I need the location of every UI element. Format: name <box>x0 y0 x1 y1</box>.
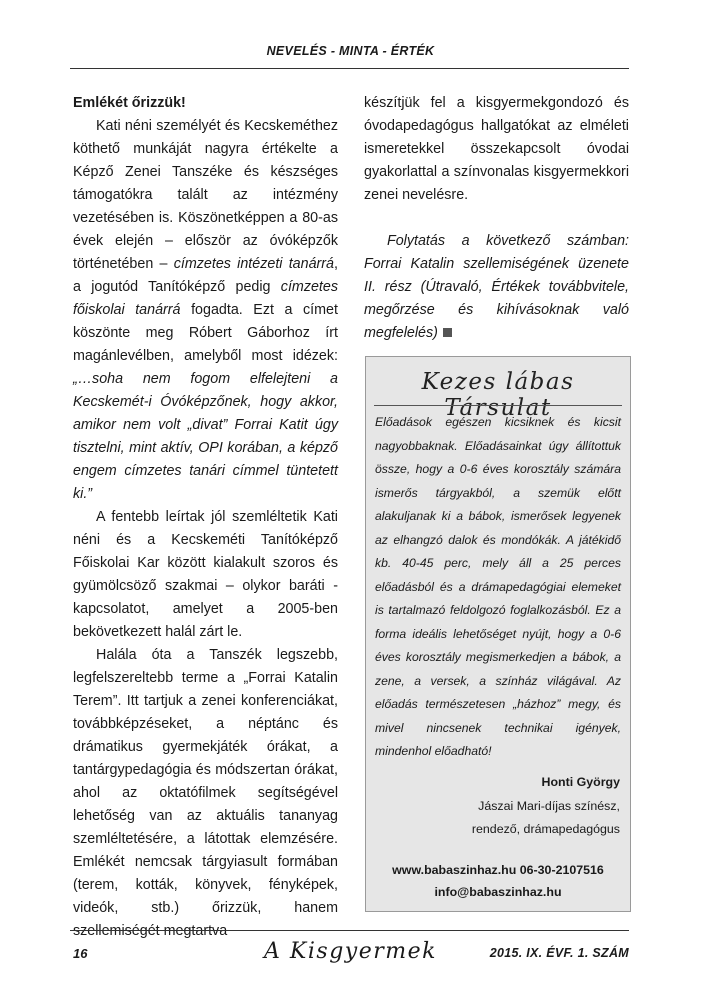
ad-contact-email: info@babaszinhaz.hu <box>434 885 562 899</box>
paragraph-continued: készítjük fel a kisgyermekgondozó és óvodapedagógus hallgatókat az elméleti ismeretekkel összekapcsolt óvodai gyakorlattal a színvonalas kisgyermekkori zenei nevelésre. <box>364 95 629 203</box>
quote-text: „…soha nem fogom elfelejteni a Kecskemét-i Óvóképzőnek, hogy akkor, amikor nem volt „divat” Forrai Katit úgy tisztelni, mint aktív, OPI korában, a képző engem címzetes tanári címmel tüntetett ki.” <box>73 371 338 502</box>
paragraph-text: Kati néni személyét és Kecskeméthez köthető munkáját nagyra értékelte a Képző Zenei Tanszéke és készséges támogatókra talált az intézmény vezetésében is. Köszönetképpen a 80-as évek elején – először az óvóképzők történetében – <box>73 118 338 272</box>
continuation-note <box>364 230 629 345</box>
advertisement-box <box>365 356 631 912</box>
ad-body: Előadások egészen kicsiknek és kicsit nagyobbaknak. Előadásainkat úgy állítottuk össze, hogy a 0-6 éves korosztály számára ismerős tárgyakból, a szemük előtt alakuljanak ki a bábok, ismerősek legyenek az elhangzó dalok és mondókák. A játékidő kb. 40-45 perc, mely áll a 25 perces előadásból és a drámapedagógiai elemeket is tartalmazó feldolgozó foglalkozásból. Ez a forma ideális lehetőséget nyújt, hogy a 0-6 éves korosztály megismerkedjen a bábok, a zene, a versek, a színház világával. Az előadás természetesen „házhoz” megy, és mivel nincsenek technikai igények, mindenhol előadható! <box>375 415 621 758</box>
magazine-title: A Kisgyermek <box>264 939 437 964</box>
header-rule <box>70 68 629 69</box>
emphasis-text: címzetes főiskolai tanárrá <box>73 279 338 318</box>
ad-title: Kezes lábas Társulat <box>421 369 575 421</box>
footer-rule <box>70 930 629 931</box>
right-column <box>364 92 629 345</box>
emphasis-text: címzetes intézeti tanárrá <box>173 256 335 272</box>
ad-author-role: rendező, drámapedagógus <box>471 822 620 836</box>
ad-contact-web-phone: www.babaszinhaz.hu 06-30-2107516 <box>392 863 604 877</box>
page-number: 16 <box>73 946 88 961</box>
continuation-text: Folytatás a következő számban: Forrai Katalin szellemiségének üzenete II. rész (Útravaló, Értékek továbbvitele, megőrzése és kihívásoknak való megfelelés) <box>364 233 629 341</box>
left-column <box>73 92 338 943</box>
paragraph-1 <box>73 115 338 506</box>
ad-author-role: Jászai Mari-díjas színész, <box>478 799 620 813</box>
end-square-icon <box>443 328 452 337</box>
paragraph-2: A fentebb leírtak jól szemléltetik Kati néni és a Kecskeméti Tanítóképző Főiskolai Kar között kialakult szoros és gyümölcsöző szakmai – olykor baráti - kapcsolatot, amelyet a 2005-ben bekövetkezett halál zárt le. <box>73 509 338 640</box>
paragraph-3: Halála óta a Tanszék legszebb, legfelszereltebb terme a „Forrai Katalin Terem”. Itt tartjuk a zenei konferenciákat, továbbképzéseket, a néptánc és drámatikus gyermekjáték órákat, a tantárgypedagógia és módszertan órákat, ahol az oktatófilmek segítségével lehetőség van az aktuális tananyag szemléltetésére, a látottak elemzésére. Emlékét nemcsak tárgyiasult formában (terem, kották, könyvek, fényképek, videók, stb.) őrizzük, hanem szellemiségét megtartva <box>73 647 338 939</box>
section-title: NEVELÉS - MINTA - ÉRTÉK <box>266 44 435 58</box>
ad-author: Honti György <box>541 775 620 789</box>
paragraph-text: fogadta. Ezt a címet köszönte meg Róbert Gáborhoz írt magánlevélben, amelyből most idézek: <box>73 302 338 364</box>
issue-label: 2015. IX. ÉVF. 1. SZÁM <box>489 946 629 960</box>
article-heading: Emlékét őrizzük! <box>73 95 186 111</box>
paragraph-text: , a jogutód Tanítóképző pedig <box>73 256 338 295</box>
ad-title-underline <box>374 405 622 406</box>
